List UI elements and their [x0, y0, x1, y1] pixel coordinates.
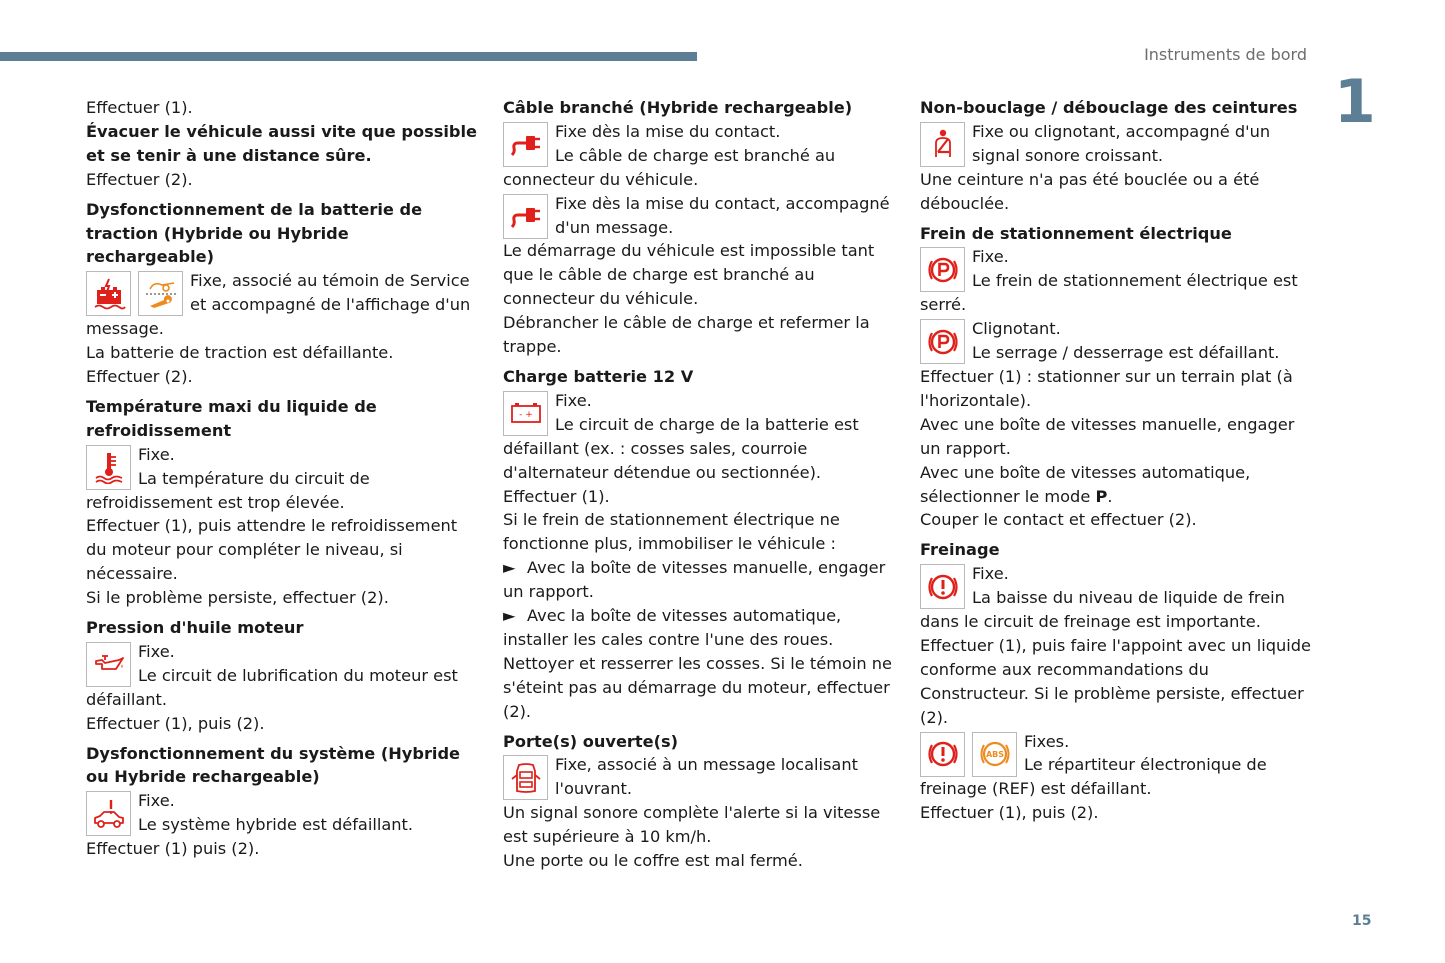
- paragraph: Nettoyer et resserrer les cosses. Si le témoin ne s'éteint pas au démarrage du moteur, effectuer (2).: [503, 653, 892, 721]
- paragraph: Débrancher le câble de charge et refermer la trappe.: [503, 313, 870, 357]
- paragraph: Effectuer (1).: [86, 98, 193, 117]
- section-heading: Frein de stationnement électrique: [920, 223, 1232, 243]
- paragraph: Couper le contact et effectuer (2).: [920, 510, 1197, 530]
- entry-text: Fixe.: [972, 247, 1009, 267]
- oil-pressure-icon: [86, 642, 131, 687]
- section-title: Instruments de bord: [1144, 45, 1307, 64]
- warning-entry: [86, 443, 481, 515]
- section-heading: Porte(s) ouverte(s): [503, 731, 679, 751]
- paragraph: Effectuer (2).: [86, 169, 193, 189]
- entry-text: Le frein de stationnement électrique est serré.: [920, 271, 1298, 315]
- seatbelt-icon: [920, 122, 965, 167]
- bullet-item: [503, 556, 895, 604]
- entry-text: Le serrage / desserrage est défaillant.: [972, 343, 1280, 363]
- paragraph: Effectuer (1) : stationner sur un terrain plat (à l'horizontale).: [920, 366, 1293, 410]
- brake-warning-icon: [920, 564, 965, 609]
- text-fragment: .: [1107, 486, 1113, 506]
- battery-charge-icon: [503, 391, 548, 436]
- warning-entry: [503, 389, 895, 485]
- header-bar: [0, 52, 697, 61]
- coolant-temperature-icon: [86, 445, 131, 490]
- paragraph: [920, 461, 1312, 509]
- service-wrench-icon: [138, 271, 183, 316]
- warning-entry: [503, 120, 895, 192]
- paragraph: Si le frein de stationnement électrique ne fonctionne plus, immobiliser le véhicule :: [503, 510, 840, 554]
- entry-text: La baisse du niveau de liquide de frein dans le circuit de freinage est importante.: [920, 588, 1285, 632]
- section-heading: Freinage: [920, 540, 1000, 560]
- traction-battery-icon: [86, 271, 131, 316]
- entry-text: Le système hybride est défaillant.: [138, 815, 414, 835]
- paragraph: Effectuer (1), puis faire l'appoint avec un liquide conforme aux recommandations du Constructeur. Si le problème persiste, effectuer (2).: [920, 635, 1311, 727]
- entry-text: Fixe.: [138, 444, 175, 464]
- paragraph: Avec une boîte de vitesses manuelle, engager un rapport.: [920, 414, 1295, 458]
- gear-mode-label: P: [1095, 486, 1108, 506]
- paragraph: Le démarrage du véhicule est impossible tant que le câble de charge est branché au connecteur du véhicule.: [503, 241, 875, 309]
- paragraph: Effectuer (2).: [86, 366, 193, 386]
- paragraph: Effectuer (1), puis (2).: [920, 803, 1099, 823]
- bullet-text: Avec la boîte de vitesses automatique, installer les cales contre l'une des roues.: [503, 606, 842, 649]
- warning-entry: [86, 789, 481, 837]
- battery-label: - +: [518, 410, 533, 421]
- paragraph: Une ceinture n'a pas été bouclée ou a été débouclée.: [920, 169, 1260, 213]
- chapter-number: 1: [1334, 67, 1376, 137]
- bullet-arrow-icon: ►: [503, 558, 516, 578]
- section-heading: Température maxi du liquide de refroidissement: [86, 396, 377, 440]
- warning-entry: [920, 730, 1312, 802]
- warning-entry: [86, 269, 481, 341]
- section-heading: Non-bouclage / débouclage des ceintures: [920, 98, 1298, 117]
- hybrid-system-fault-icon: [86, 791, 131, 836]
- charging-cable-icon: [503, 194, 548, 239]
- entry-text: Fixe.: [138, 791, 175, 811]
- entry-text: Fixe dès la mise du contact.: [555, 121, 781, 141]
- entry-text: Le câble de charge est branché au connecteur du véhicule.: [503, 145, 836, 189]
- section-heading: Charge batterie 12 V: [503, 366, 694, 386]
- paragraph: Effectuer (1), puis (2).: [86, 713, 265, 733]
- abs-icon: [972, 732, 1017, 777]
- parking-brake-icon: [920, 319, 965, 364]
- paragraph: Un signal sonore complète l'alerte si la vitesse est supérieure à 10 km/h.: [503, 803, 881, 847]
- paragraph: Effectuer (1) puis (2).: [86, 839, 260, 859]
- section-heading: Dysfonctionnement du système (Hybride ou Hybride rechargeable): [86, 743, 461, 787]
- brake-warning-icon: [920, 732, 965, 777]
- warning-entry: [503, 192, 895, 240]
- section-heading: Câble branché (Hybride rechargeable): [503, 98, 853, 117]
- bullet-arrow-icon: ►: [503, 606, 516, 626]
- text-fragment: Avec une boîte de vitesses automatique, sélectionner le mode: [920, 462, 1251, 506]
- paragraph: Si le problème persiste, effectuer (2).: [86, 588, 389, 608]
- paragraph: Effectuer (1).: [503, 486, 610, 506]
- paragraph: Effectuer (1), puis attendre le refroidissement du moteur pour compléter le niveau, si nécessaire.: [86, 516, 458, 584]
- warning-entry: [920, 562, 1312, 634]
- entry-text: Fixe, associé à un message localisant l'ouvrant.: [555, 755, 858, 799]
- warning-entry: [920, 120, 1312, 168]
- entry-text: Fixe.: [555, 390, 592, 410]
- charging-cable-icon: [503, 122, 548, 167]
- entry-text: Le circuit de lubrification du moteur est défaillant.: [86, 665, 458, 709]
- section-heading: Dysfonctionnement de la batterie de traction (Hybride ou Hybride rechargeable): [86, 199, 423, 267]
- paragraph: La batterie de traction est défaillante.: [86, 343, 394, 363]
- column-1: [86, 96, 481, 861]
- bullet-text: Avec la boîte de vitesses manuelle, engager un rapport.: [503, 558, 886, 602]
- entry-text: La température du circuit de refroidissement est trop élevée.: [86, 468, 370, 512]
- bullet-item: [503, 604, 895, 652]
- warning-paragraph: Évacuer le véhicule aussi vite que possible et se tenir à une distance sûre.: [86, 121, 478, 165]
- warning-entry: [503, 753, 895, 801]
- entry-text: Fixe, associé au témoin de Service et accompagné de l'affichage d'un message.: [86, 271, 471, 339]
- entry-text: Le circuit de charge de la batterie est défaillant (ex. : cosses sales, courroie d'alternateur détendue ou sectionnée).: [503, 414, 859, 482]
- door-open-icon: [503, 755, 548, 800]
- abs-label: ABS: [985, 750, 1004, 760]
- paragraph: Une porte ou le coffre est mal fermé.: [503, 851, 803, 871]
- warning-entry: [920, 245, 1312, 317]
- entry-text: Le répartiteur électronique de freinage (REF) est défaillant.: [920, 755, 1267, 799]
- warning-entry: [920, 317, 1312, 365]
- entry-text: Clignotant.: [972, 319, 1061, 339]
- entry-text: Fixe dès la mise du contact, accompagné d'un message.: [555, 193, 890, 237]
- page-number: 15: [1352, 913, 1372, 929]
- entry-text: Fixe.: [972, 564, 1009, 584]
- parking-brake-icon: [920, 247, 965, 292]
- section-heading: Pression d'huile moteur: [86, 618, 304, 638]
- warning-entry: [86, 640, 481, 712]
- entry-text: Fixes.: [1024, 731, 1070, 751]
- entry-text: Fixe.: [138, 641, 175, 661]
- entry-text: Fixe ou clignotant, accompagné d'un signal sonore croissant.: [972, 121, 1271, 165]
- column-2: [503, 96, 895, 873]
- column-3: [920, 96, 1312, 825]
